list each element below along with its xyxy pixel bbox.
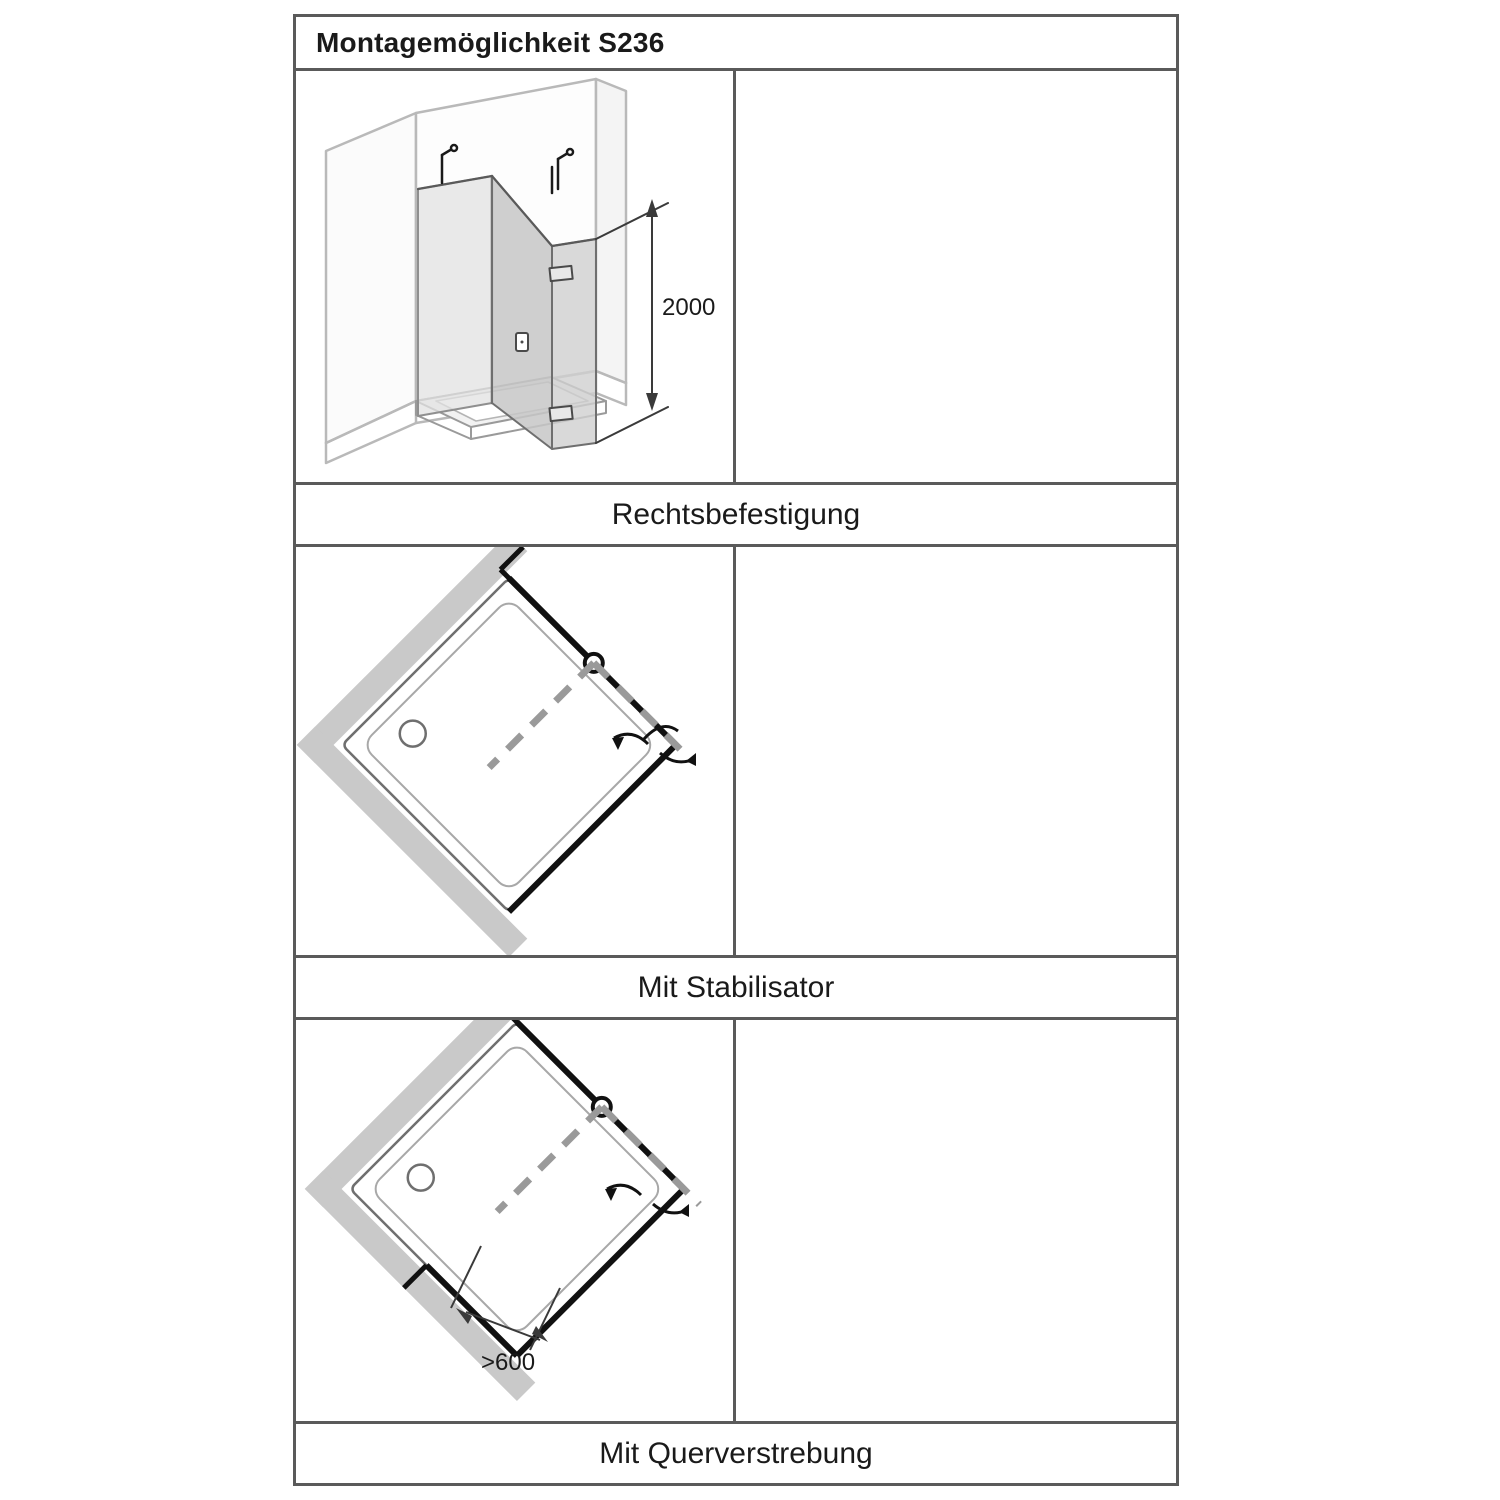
note-cell-rechtsbefestigung [736, 71, 1176, 482]
dimension-label-600: >600 [481, 1349, 536, 1376]
figure-block-rechtsbefestigung [296, 71, 1176, 544]
figure-block-mit-querverstrebung [296, 1017, 1176, 1483]
figure-cell-rechtsbefestigung [296, 71, 736, 482]
figure-cell-mit-stabilisator [296, 547, 736, 955]
drawing-sheet [293, 14, 1179, 1486]
caption-mit-stabilisator: Mit Stabilisator [637, 970, 835, 1004]
note-cell-mit-stabilisator [736, 547, 1176, 955]
caption-row-mit-stabilisator [296, 955, 1176, 1017]
caption-wrap [296, 1437, 1176, 1471]
figure-block-body [296, 1020, 1176, 1421]
figure-block-mit-stabilisator [296, 544, 1176, 1017]
caption-mit-querverstrebung: Mit Querverstrebung [599, 1436, 873, 1470]
figure-block-body [296, 71, 1176, 482]
caption-row-mit-querverstrebung [296, 1421, 1176, 1483]
sheet-title: Montagemöglichkeit S236 [316, 26, 665, 58]
plan-view-crossbrace-drawing [296, 1020, 736, 1421]
dimension-label-2000: 2000 [662, 294, 716, 321]
figure-block-body [296, 547, 1176, 955]
plan-view-stabilizer-drawing [296, 547, 736, 955]
note-cell-mit-querverstrebung [736, 1020, 1176, 1421]
figure-cell-mit-querverstrebung [296, 1020, 736, 1421]
isometric-shower-drawing [296, 71, 736, 479]
sheet-title-row [296, 17, 1176, 71]
caption-rechtsbefestigung: Rechtsbefestigung [611, 497, 861, 531]
caption-wrap [296, 498, 1176, 532]
caption-wrap [296, 971, 1176, 1005]
caption-row-rechtsbefestigung [296, 482, 1176, 544]
